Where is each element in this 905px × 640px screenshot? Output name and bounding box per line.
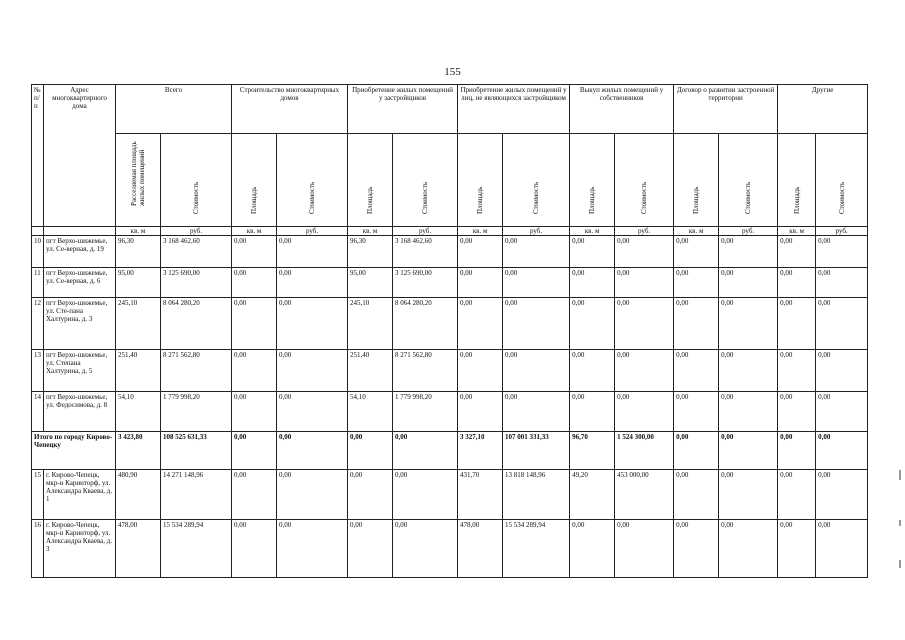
group-header-purchase-non-developers: Приобретение жилых помещений у лиц, не являющихся застройщиком xyxy=(458,85,570,134)
row-value: 14 271 148,96 xyxy=(161,470,232,520)
subheader-cost: Стоимость xyxy=(719,134,778,227)
row-value: 0,00 xyxy=(674,236,719,268)
row-value: 0,00 xyxy=(232,392,277,432)
row-value: 251,40 xyxy=(348,350,393,392)
row-value: 1 779 998,20 xyxy=(393,392,458,432)
subheader-area: Площадь xyxy=(232,134,277,227)
group-header-purchase-developers: Приобретение жилых помещений у застройщиков xyxy=(348,85,458,134)
group-header-buyout: Выкуп жилых помещений у собственников xyxy=(570,85,674,134)
row-value: 453 000,00 xyxy=(615,470,674,520)
scan-edge-mark xyxy=(899,470,901,480)
row-value: 0,00 xyxy=(232,520,277,578)
row-value: 0,00 xyxy=(719,470,778,520)
row-value: 0,00 xyxy=(778,520,816,578)
unit-cell: руб. xyxy=(816,227,868,236)
row-value: 0,00 xyxy=(778,298,816,350)
row-value: 95,00 xyxy=(348,268,393,298)
total-label: Итого по городу Кирово-Чепецку xyxy=(32,432,116,470)
units-row xyxy=(32,227,868,236)
unit-cell: руб. xyxy=(393,227,458,236)
row-value: 8 271 562,80 xyxy=(393,350,458,392)
row-value: 245,10 xyxy=(348,298,393,350)
row-value: 0,00 xyxy=(778,392,816,432)
table-row xyxy=(32,350,868,392)
row-value: 0,00 xyxy=(503,236,570,268)
row-value: 0,00 xyxy=(570,350,615,392)
row-value: 96,30 xyxy=(116,236,161,268)
row-value: 49,20 xyxy=(570,470,615,520)
row-value: 0,00 xyxy=(816,350,868,392)
row-number: 12 xyxy=(32,298,44,350)
row-value: 0,00 xyxy=(719,268,778,298)
row-value: 0,00 xyxy=(615,520,674,578)
table-row xyxy=(32,298,868,350)
unit-cell: руб. xyxy=(719,227,778,236)
page-number: 155 xyxy=(444,66,461,78)
row-value: 0,00 xyxy=(277,520,348,578)
total-value: 3 327,10 xyxy=(458,432,503,470)
row-value: 0,00 xyxy=(232,298,277,350)
table-row xyxy=(32,470,868,520)
row-address: пгт Верхо-шижемье, ул. Степана Халтурина, д. 5 xyxy=(44,350,116,392)
row-value: 0,00 xyxy=(816,298,868,350)
row-value: 3 125 690,00 xyxy=(161,268,232,298)
row-value: 0,00 xyxy=(277,470,348,520)
row-value: 0,00 xyxy=(615,392,674,432)
unit-cell: кв. м xyxy=(570,227,615,236)
row-address: пгт Верхо-шижемье, ул. Се-верная, д. 6 xyxy=(44,268,116,298)
row-value: 0,00 xyxy=(232,350,277,392)
row-value: 0,00 xyxy=(277,298,348,350)
table-body xyxy=(32,236,868,578)
resettlement-table xyxy=(31,84,868,578)
row-value: 0,00 xyxy=(778,470,816,520)
row-value: 0,00 xyxy=(393,520,458,578)
row-number: 16 xyxy=(32,520,44,578)
row-value: 54,10 xyxy=(116,392,161,432)
table-row xyxy=(32,520,868,578)
row-number: 10 xyxy=(32,236,44,268)
unit-cell: руб. xyxy=(615,227,674,236)
table-row xyxy=(32,392,868,432)
row-value: 0,00 xyxy=(816,236,868,268)
row-value: 0,00 xyxy=(719,392,778,432)
row-value: 0,00 xyxy=(816,268,868,298)
subheader-area: Площадь xyxy=(570,134,615,227)
row-value: 478,00 xyxy=(458,520,503,578)
row-value: 3 125 690,00 xyxy=(393,268,458,298)
row-value: 480,90 xyxy=(116,470,161,520)
row-value: 15 534 289,94 xyxy=(161,520,232,578)
row-value: 0,00 xyxy=(503,350,570,392)
row-value: 245,10 xyxy=(116,298,161,350)
scan-edge-mark xyxy=(899,560,901,568)
row-value: 0,00 xyxy=(719,298,778,350)
row-number: 14 xyxy=(32,392,44,432)
unit-cell: кв. м xyxy=(458,227,503,236)
row-value: 95,00 xyxy=(116,268,161,298)
row-value: 0,00 xyxy=(393,470,458,520)
total-value: 0,00 xyxy=(348,432,393,470)
row-value: 0,00 xyxy=(503,298,570,350)
subheader-row xyxy=(32,134,868,227)
row-value: 0,00 xyxy=(570,236,615,268)
units-blank xyxy=(32,227,44,236)
subheader-area: Площадь xyxy=(458,134,503,227)
row-value: 0,00 xyxy=(778,350,816,392)
group-header-total: Всего xyxy=(116,85,232,134)
row-value: 0,00 xyxy=(458,268,503,298)
row-address: г. Кирово-Чепецк, мкр-н Каринторф, ул. Александра Кваева, д. 1 xyxy=(44,470,116,520)
row-value: 0,00 xyxy=(458,298,503,350)
row-value: 0,00 xyxy=(816,520,868,578)
subheader-cost: Стоимость xyxy=(161,134,232,227)
group-header-row xyxy=(32,85,868,134)
total-value: 107 001 331,33 xyxy=(503,432,570,470)
unit-cell: кв. м xyxy=(674,227,719,236)
row-value: 54,10 xyxy=(348,392,393,432)
total-value: 0,00 xyxy=(816,432,868,470)
row-number: 15 xyxy=(32,470,44,520)
row-value: 0,00 xyxy=(458,392,503,432)
row-address: г. Кирово-Чепецк, мкр-н Каринторф, ул. Александра Кваева, д. 3 xyxy=(44,520,116,578)
row-value: 0,00 xyxy=(232,470,277,520)
total-value: 0,00 xyxy=(232,432,277,470)
row-value: 0,00 xyxy=(615,350,674,392)
unit-cell: кв. м xyxy=(348,227,393,236)
group-header-development-contract: Договор о развитии застроенной территории xyxy=(674,85,778,134)
row-address: пгт Верхо-шижемье, ул. Сте-пана Халтурина, д. 3 xyxy=(44,298,116,350)
row-value: 0,00 xyxy=(615,236,674,268)
row-value: 0,00 xyxy=(570,392,615,432)
row-address: пгт Верхо-шижемье, ул. Се-верная, д. 19 xyxy=(44,236,116,268)
total-value: 0,00 xyxy=(719,432,778,470)
row-value: 0,00 xyxy=(570,298,615,350)
total-value: 0,00 xyxy=(778,432,816,470)
row-value: 0,00 xyxy=(277,392,348,432)
subheader-area: Площадь xyxy=(674,134,719,227)
table-row xyxy=(32,268,868,298)
row-value: 0,00 xyxy=(503,268,570,298)
total-value: 108 525 631,33 xyxy=(161,432,232,470)
row-value: 0,00 xyxy=(719,520,778,578)
total-row xyxy=(32,432,868,470)
row-value: 0,00 xyxy=(778,236,816,268)
units-blank xyxy=(44,227,116,236)
subheader-area: Площадь xyxy=(778,134,816,227)
row-value: 0,00 xyxy=(674,350,719,392)
row-value: 0,00 xyxy=(674,470,719,520)
row-value: 0,00 xyxy=(277,350,348,392)
row-value: 0,00 xyxy=(816,392,868,432)
subheader-cost: Стоимость xyxy=(816,134,868,227)
unit-cell: кв. м xyxy=(778,227,816,236)
row-value: 0,00 xyxy=(458,236,503,268)
row-value: 0,00 xyxy=(348,470,393,520)
col-num-header: № п/п xyxy=(32,85,44,227)
row-value: 0,00 xyxy=(674,268,719,298)
scan-edge-mark xyxy=(899,520,901,526)
row-value: 0,00 xyxy=(232,268,277,298)
row-value: 96,30 xyxy=(348,236,393,268)
total-value: 0,00 xyxy=(393,432,458,470)
row-value: 0,00 xyxy=(719,236,778,268)
row-value: 8 064 280,20 xyxy=(393,298,458,350)
row-value: 0,00 xyxy=(674,392,719,432)
row-value: 13 818 148,96 xyxy=(503,470,570,520)
row-value: 0,00 xyxy=(277,236,348,268)
unit-cell: кв. м xyxy=(116,227,161,236)
row-address: пгт Верхо-шижемье, ул. Федосимова, д. 8 xyxy=(44,392,116,432)
subheader-cost: Стоимость xyxy=(615,134,674,227)
row-value: 0,00 xyxy=(348,520,393,578)
unit-cell: руб. xyxy=(161,227,232,236)
row-value: 0,00 xyxy=(674,298,719,350)
row-value: 0,00 xyxy=(778,268,816,298)
total-value: 96,70 xyxy=(570,432,615,470)
row-value: 431,70 xyxy=(458,470,503,520)
row-value: 3 168 462,60 xyxy=(161,236,232,268)
row-value: 478,00 xyxy=(116,520,161,578)
row-value: 8 064 280,20 xyxy=(161,298,232,350)
subheader-cost: Стоимость xyxy=(503,134,570,227)
row-value: 0,00 xyxy=(719,350,778,392)
row-value: 0,00 xyxy=(674,520,719,578)
subheader-cost: Стоимость xyxy=(277,134,348,227)
row-number: 11 xyxy=(32,268,44,298)
row-value: 0,00 xyxy=(570,520,615,578)
row-value: 0,00 xyxy=(277,268,348,298)
subheader-area: Площадь xyxy=(348,134,393,227)
row-value: 8 271 562,80 xyxy=(161,350,232,392)
row-value: 0,00 xyxy=(503,392,570,432)
row-value: 15 534 289,94 xyxy=(503,520,570,578)
row-value: 0,00 xyxy=(615,268,674,298)
unit-cell: кв. м xyxy=(232,227,277,236)
row-number: 13 xyxy=(32,350,44,392)
row-value: 0,00 xyxy=(458,350,503,392)
row-value: 0,00 xyxy=(816,470,868,520)
col-address-header: Адрес многоквартирного дома xyxy=(44,85,116,227)
subheader-total-area: Расселяемая площадь жилых помещений xyxy=(116,134,161,227)
total-value: 0,00 xyxy=(277,432,348,470)
group-header-other: Другие xyxy=(778,85,868,134)
row-value: 0,00 xyxy=(615,298,674,350)
row-value: 0,00 xyxy=(232,236,277,268)
row-value: 251,40 xyxy=(116,350,161,392)
subheader-cost: Стоимость xyxy=(393,134,458,227)
group-header-construction: Строительство многоквартирных домов xyxy=(232,85,348,134)
row-value: 3 168 462,60 xyxy=(393,236,458,268)
unit-cell: руб. xyxy=(277,227,348,236)
row-value: 1 779 998,20 xyxy=(161,392,232,432)
total-value: 0,00 xyxy=(674,432,719,470)
row-value: 0,00 xyxy=(570,268,615,298)
total-value: 1 524 300,00 xyxy=(615,432,674,470)
table-row xyxy=(32,236,868,268)
unit-cell: руб. xyxy=(503,227,570,236)
total-value: 3 423,80 xyxy=(116,432,161,470)
